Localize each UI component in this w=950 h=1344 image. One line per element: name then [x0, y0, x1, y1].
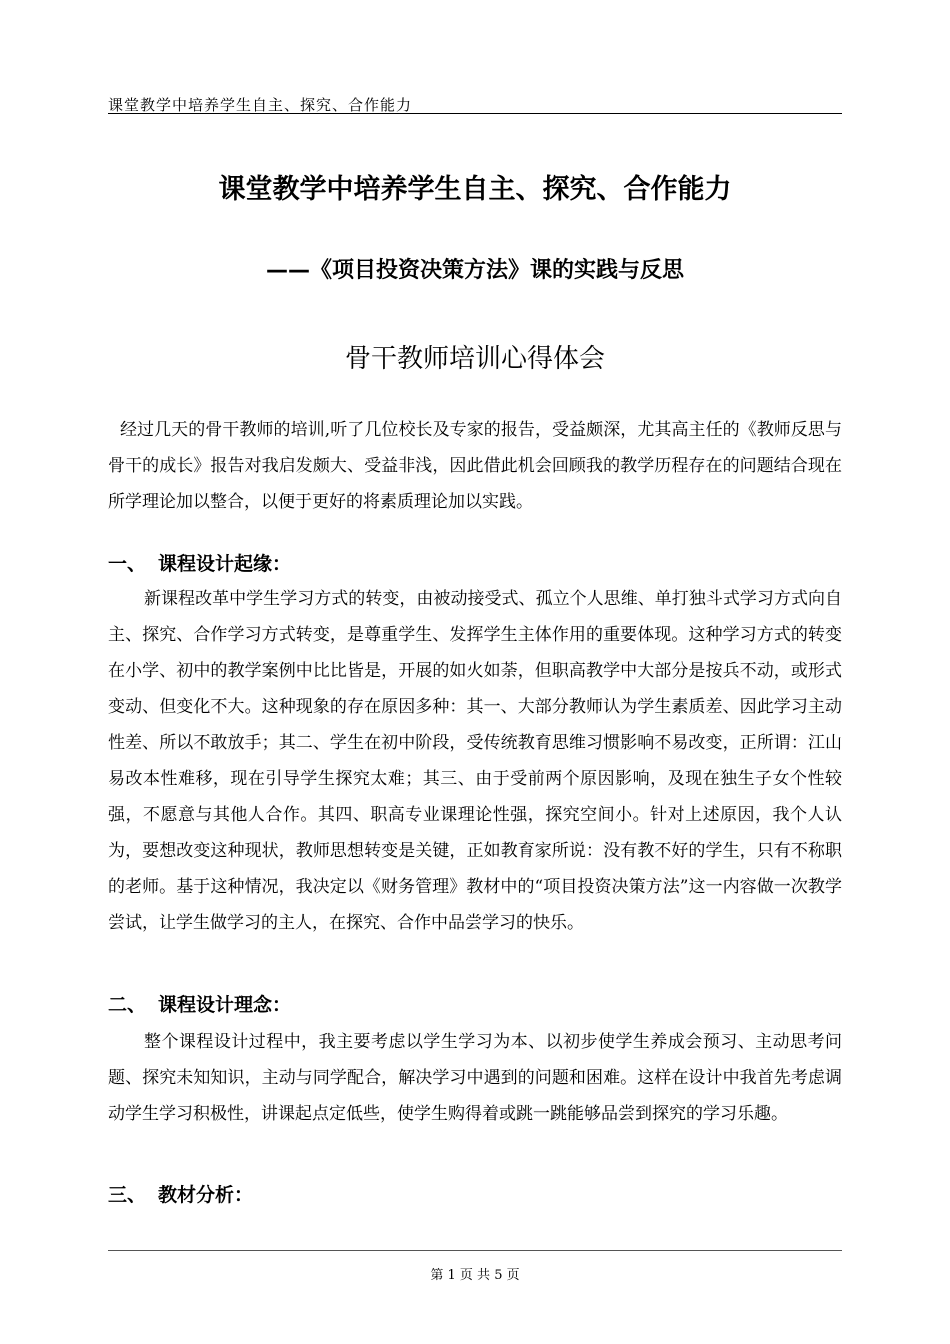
section-title: 课程设计理念：: [158, 994, 292, 1016]
section-heading-1: [108, 549, 291, 576]
footer-divider: [108, 1250, 842, 1251]
section-2-paragraph: 整个课程设计过程中，我主要考虑以学生学习为本、以初步使学生养成会预习、主动思考问题、探究未知知识，主动与同学配合，解决学习中遇到的问题和困难。这样在设计中我首先考虑调动学生学习积极性，讲课起点定低些，使学生购得着或跳一跳能够品尝到探究的学习乐趣。: [108, 1032, 842, 1124]
section-heading-2: [108, 990, 291, 1017]
section-heading-3: [108, 1180, 253, 1207]
section-title: 教材分析：: [158, 1184, 254, 1206]
section-title: 课程设计起缘：: [158, 553, 292, 575]
document-title: 课堂教学中培养学生自主、探究、合作能力: [218, 174, 732, 205]
header-divider: [108, 113, 842, 114]
document-heading-third: 骨干教师培训心得体会: [344, 344, 605, 374]
running-header: 课堂教学中培养学生自主、探究、合作能力: [108, 96, 413, 114]
section-1-paragraph: 新课程改革中学生学习方式的转变，由被动接受式、孤立个人思维、单打独斗式学习方式向自主、探究、合作学习方式转变，是尊重学生、发挥学生主体作用的重要体现。这种学习方式的转变在小学、初中的教学案例中比比皆是，开展的如火如荼，但职高教学中大部分是按兵不动，或形式变动、但变化不大。这种现象的存在原因多种：其一、大部分教师认为学生素质差、因此学习主动性差、所以不敢放手；其二、学生在初中阶段，受传统教育思维习惯影响不易改变，正所谓：江山易改本性难移，现在引导学生探究太难；其三、由于受前两个原因影响，及现在独生子女个性较强，不愿意与其他人合作。其四、职高专业课理论性强，探究空间小。针对上述原因，我个人认为，要想改变这种现状，教师思想转变是关键，正如教育家所说：没有教不好的学生，只有不称职的老师。基于这种情况，我决定以《财务管理》教材中的“项目投资决策方法”这一内容做一次教学尝试，让学生做学习的主人，在探究、合作中品尝学习的快乐。: [108, 589, 842, 933]
section-number: 三、: [108, 1184, 147, 1206]
section-number: 二、: [108, 994, 147, 1016]
document-subtitle: ——《项目投资决策方法》课的实践与反思: [265, 258, 684, 283]
intro-paragraph: 经过几天的骨干教师的培训,听了几位校长及专家的报告，受益颇深，尤其高主任的《教师反思与骨干的成长》报告对我启发颇大、受益非浅，因此借此机会回顾我的教学历程存在的问题结合现在所学理论加以整合，以便于更好的将素质理论加以实践。: [108, 420, 842, 512]
section-number: 一、: [108, 553, 147, 575]
page-number: 第 1 页 共 5 页: [430, 1268, 520, 1283]
